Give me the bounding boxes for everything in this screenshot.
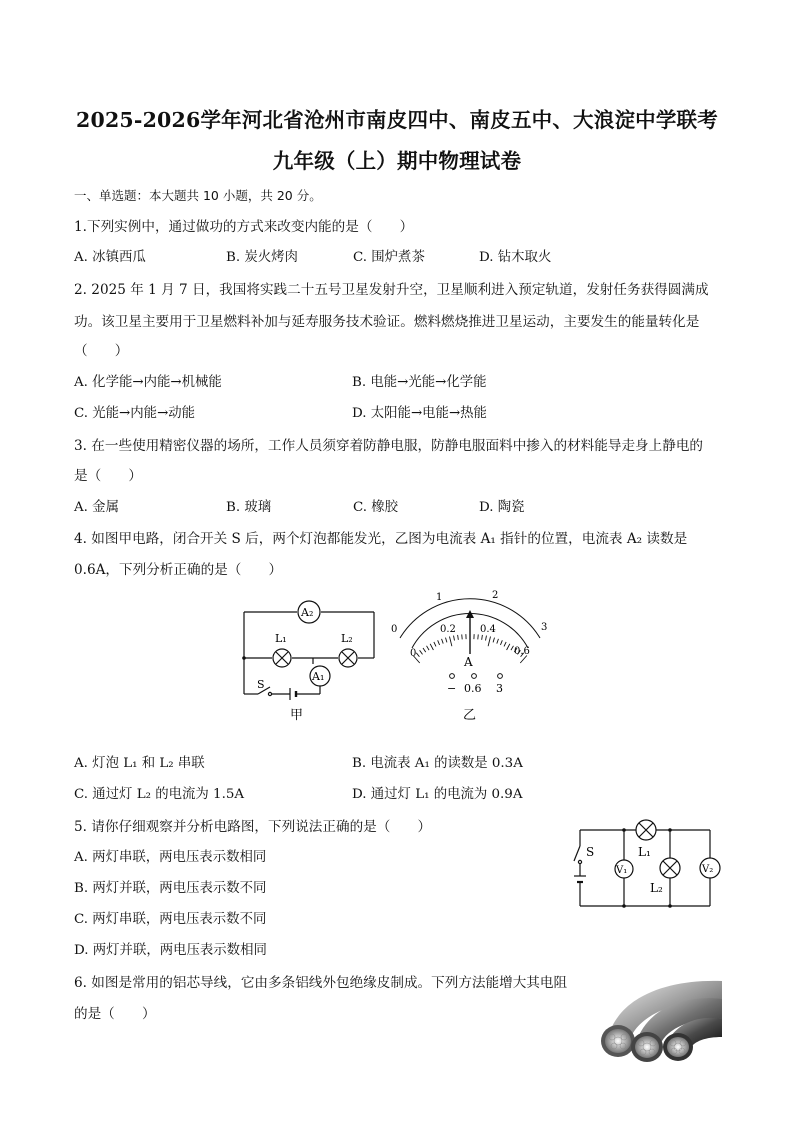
meter-tick: [442, 639, 444, 644]
terminal-minus: −: [447, 682, 457, 695]
meter-tick: [504, 642, 506, 647]
q3-option-a: A. 金属: [74, 500, 119, 515]
outer-label-3: 3: [541, 622, 548, 633]
q4-circuit-diagram: [232, 596, 382, 726]
q1-option-d: D. 钻木取火: [479, 250, 552, 265]
q1-option-c: C. 围炉煮茶: [353, 250, 425, 265]
aluminum-wire-image: [590, 975, 722, 1070]
q4-stem-line1: 4. 如图甲电路，闭合开关 S 后，两个灯泡都能发光，乙图为电流表 A₁ 指针的位置，电流表 A₂ 读数是: [74, 531, 688, 547]
a2-label: A₂: [301, 606, 314, 619]
terminal-3: 3: [496, 682, 503, 695]
q6-stem-line1: 6. 如图是常用的铝芯导线，它由多条铝线外包绝缘皮制成。下列方法能增大其电阻: [74, 975, 568, 991]
q5-option-c: C. 两灯串联，两电压表示数不同: [74, 912, 267, 927]
q5-circuit-diagram: [572, 816, 722, 916]
q2-stem-line3: （ ）: [74, 343, 129, 359]
exam-title-line2: 九年级（上）期中物理试卷: [272, 149, 522, 173]
meter-tick: [500, 640, 502, 645]
exam-title-line1: 2025-2026学年河北省沧州市南皮四中、南皮五中、大浪淀中学联考: [76, 108, 718, 132]
figure-caption-jia: 甲: [290, 708, 304, 723]
figure-caption-yi: 乙: [463, 708, 477, 723]
meter-tick: [497, 639, 499, 644]
meter-tick: [420, 650, 423, 654]
l2-label: L₂: [341, 632, 353, 645]
v1-label: V₁: [616, 865, 628, 876]
q5-l2-label: L₂: [650, 881, 663, 895]
meter-tick: [430, 644, 433, 650]
q1-option-b: B. 炭火烤肉: [226, 250, 298, 265]
q2-option-c: C. 光能→内能→动能: [74, 406, 196, 421]
meter-tick: [488, 636, 490, 646]
q3-option-d: D. 陶瓷: [479, 500, 525, 515]
a1-label: A₁: [312, 670, 325, 683]
meter-unit: A: [464, 655, 473, 669]
q3-stem-line2: 是（ ）: [74, 468, 142, 484]
q5-l1-label: L₁: [638, 845, 651, 859]
meter-tick: [423, 648, 426, 652]
meter-tick: [416, 653, 419, 657]
q5-stem: 5. 请你仔细观察并分析电路图，下列说法正确的是（ ）: [74, 819, 432, 835]
q5-option-b: B. 两灯并联，两电压表示数不同: [74, 881, 267, 896]
q4-ammeter-dial: [382, 586, 557, 726]
meter-tick: [493, 638, 494, 643]
meter-tick: [458, 635, 459, 640]
q4-option-c: C. 通过灯 L₂ 的电流为 1.5A: [74, 787, 245, 802]
terminal-0-6: 0.6: [464, 682, 482, 695]
meter-tick: [449, 636, 451, 646]
q5-option-a: A. 两灯串联，两电压表示数相同: [74, 850, 267, 865]
l1-label: L₁: [275, 632, 287, 645]
q2-option-d: D. 太阳能→电能→热能: [352, 406, 487, 421]
meter-tick: [438, 640, 440, 645]
q4-option-b: B. 电流表 A₁ 的读数是 0.3A: [352, 756, 523, 771]
q4-option-d: D. 通过灯 L₁ 的电流为 0.9A: [352, 787, 523, 802]
meter-tick: [434, 642, 436, 647]
meter-tick: [486, 636, 487, 641]
inner-label-0-4: 0.4: [480, 624, 496, 635]
q4-stem-line2: 0.6A，下列分析正确的是（ ）: [74, 562, 283, 578]
q4-option-a: A. 灯泡 L₁ 和 L₂ 串联: [74, 756, 205, 771]
section-heading: 一、单选题：本大题共 10 小题，共 20 分。: [74, 188, 322, 203]
meter-tick: [427, 646, 430, 650]
q2-stem-line1: 2. 2025 年 1 月 7 日，我国将实践二十五号卫星发射升空，卫星顺利进入预定轨道，发射任务获得圆满成: [74, 282, 709, 298]
q3-stem-line1: 3. 在一些使用精密仪器的场所，工作人员须穿着防静电服，防静电服面料中掺入的材料能导走身上静电的: [74, 438, 704, 454]
q1-option-a: A. 冰镇西瓜: [74, 250, 146, 265]
inner-label-0-2: 0.2: [440, 624, 456, 635]
q3-option-c: C. 橡胶: [353, 500, 399, 515]
meter-tick: [445, 638, 446, 643]
q2-option-b: B. 电能→光能→化学能: [352, 375, 487, 390]
inner-label-0-6: 0.6: [514, 646, 530, 657]
q5-switch-label: S: [586, 845, 595, 859]
meter-tick: [507, 644, 510, 650]
q5-option-d: D. 两灯并联，两电压表示数相同: [74, 943, 267, 958]
v2-label: V₂: [702, 864, 714, 875]
q3-option-b: B. 玻璃: [226, 500, 272, 515]
meter-tick: [482, 635, 483, 640]
q2-stem-line2: 功。该卫星主要用于卫星燃料补加与延寿服务技术验证。燃料燃烧推进卫星运动，主要发生的能量转化是: [74, 314, 700, 330]
q6-stem-line2: 的是（ ）: [74, 1006, 156, 1022]
inner-label-0: 0: [410, 648, 417, 659]
outer-label-0: 0: [391, 624, 398, 635]
switch-label: S: [257, 678, 265, 691]
meter-tick: [454, 636, 455, 641]
outer-label-1: 1: [436, 592, 443, 603]
outer-label-2: 2: [492, 590, 499, 601]
q2-option-a: A. 化学能→内能→机械能: [74, 375, 222, 390]
q1-stem: 1.下列实例中，通过做功的方式来改变内能的是（ ）: [74, 219, 414, 235]
